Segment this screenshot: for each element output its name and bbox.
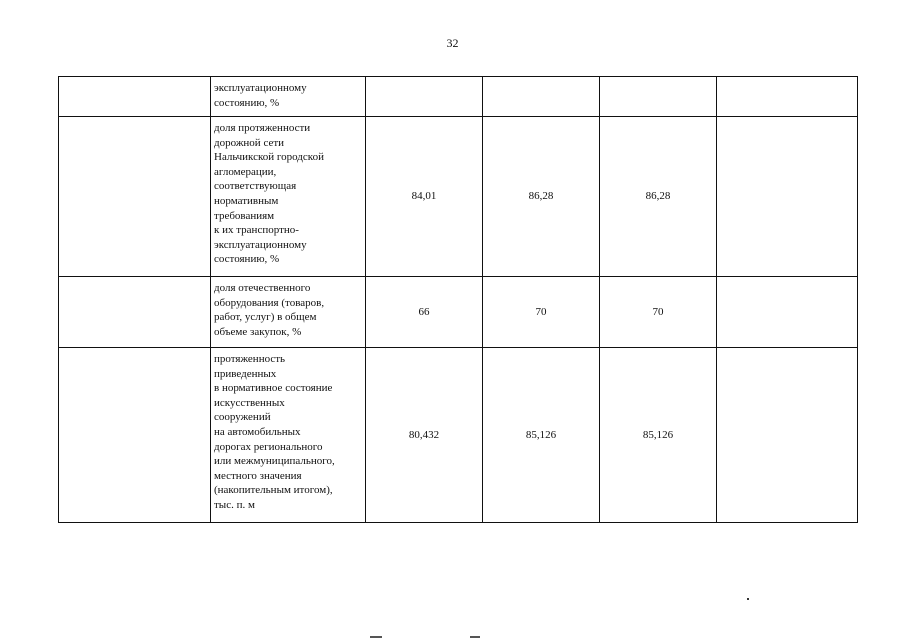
- page-number: 32: [446, 36, 459, 50]
- value-cell: 85,126: [483, 348, 600, 523]
- value-cell: [483, 77, 600, 117]
- scan-speck: [470, 636, 480, 638]
- value-cell: 80,432: [366, 348, 483, 523]
- blank-cell: [717, 77, 858, 117]
- blank-cell: [717, 348, 858, 523]
- value-cell: [366, 77, 483, 117]
- value-cell: 70: [483, 277, 600, 348]
- table-row: [59, 117, 858, 277]
- value-cell: 84,01: [366, 117, 483, 277]
- blank-cell: [59, 77, 211, 117]
- blank-cell: [59, 348, 211, 523]
- value-cell: 66: [366, 277, 483, 348]
- value-cell: 86,28: [600, 117, 717, 277]
- indicator-name-cell: протяженность приведенных в нормативное состояние искусственных сооружений на автомобильных дорогах регионального или межмуниципального, местного значения (накопительным итогом), тыс. п. м: [211, 348, 366, 523]
- indicator-table: [58, 76, 858, 523]
- value-cell: 70: [600, 277, 717, 348]
- scan-speck: [370, 636, 382, 638]
- value-cell: [600, 77, 717, 117]
- blank-cell: [59, 277, 211, 348]
- blank-cell: [717, 117, 858, 277]
- table-row: [59, 277, 858, 348]
- indicator-name-cell: доля протяженности дорожной сети Нальчикской городской агломерации, соответствующая нормативным требованиям к их транспортно- эксплуатационному состоянию, %: [211, 117, 366, 277]
- indicator-name-cell: доля отечественного оборудования (товаров, работ, услуг) в общем объеме закупок, %: [211, 277, 366, 348]
- blank-cell: [59, 117, 211, 277]
- blank-cell: [717, 277, 858, 348]
- value-cell: 86,28: [483, 117, 600, 277]
- table-row: [59, 348, 858, 523]
- indicator-name-cell: эксплуатационному состоянию, %: [211, 77, 366, 117]
- table-row: [59, 77, 858, 117]
- scan-speck: [747, 598, 749, 600]
- value-cell: 85,126: [600, 348, 717, 523]
